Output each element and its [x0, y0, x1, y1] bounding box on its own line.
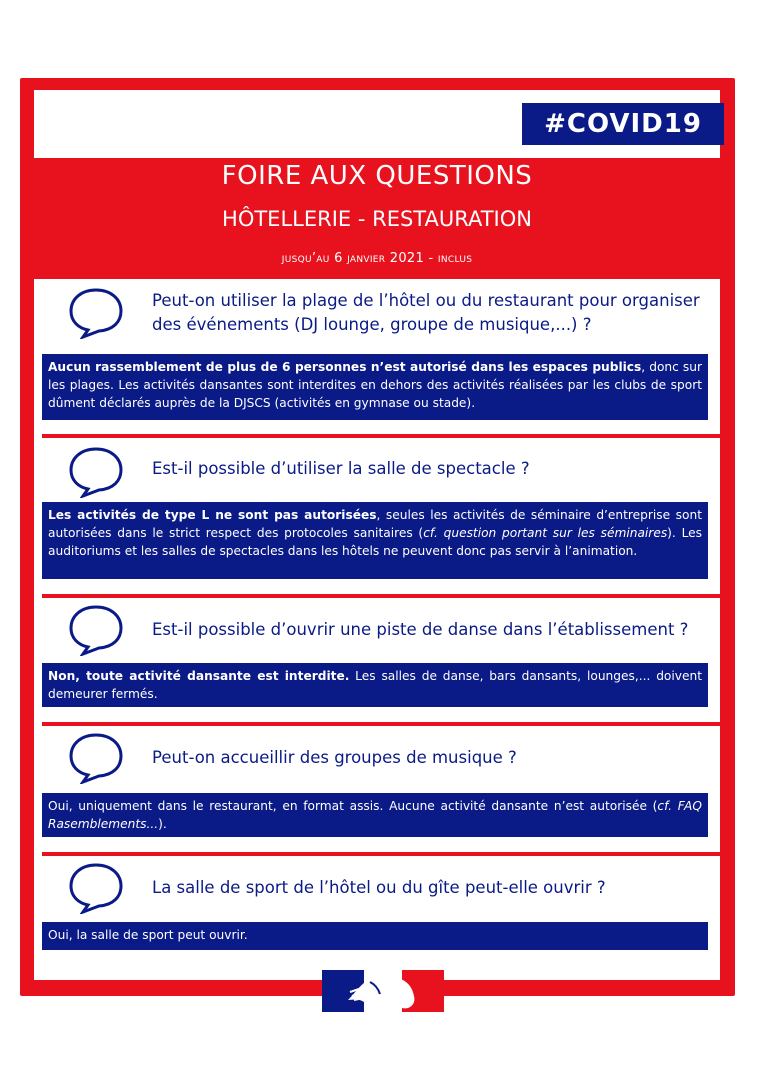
faq-answer-2-text: , seules les activités de séminaire d’entreprise sont autorisées dans le strict respect des protocoles sanitaires (	[48, 508, 702, 540]
faq-answer-4-tail: ).	[158, 817, 167, 831]
separator	[42, 852, 720, 856]
faq-answer-4-italic: cf. FAQ Rasemblements...	[48, 799, 702, 831]
faq-answer-1-text: , donc sur les plages. Les activités dansantes sont interdites en dehors des activités réalisées par les clubs de sport dûment déclarés auprès de la DJSCS (activités en gymnase ou stade).	[48, 360, 702, 410]
separator	[42, 722, 720, 726]
faq-answer-2-tail: ). Les auditoriums et les salles de spectacles dans les hôtels ne peuvent donc pas servir à l’animation.	[48, 526, 702, 558]
faq-answer-3	[42, 663, 708, 707]
separator	[42, 434, 720, 438]
faq-answer-5	[42, 922, 708, 950]
faq-answer-5-text: Oui, la salle de sport peut ouvrir.	[48, 928, 248, 942]
covid-tag: #COVID19	[522, 103, 724, 145]
faq-answer-2-italic: cf. question portant sur les séminaires	[423, 526, 668, 540]
faq-question-5: La salle de sport de l’hôtel ou du gîte peut-elle ouvrir ?	[152, 878, 606, 897]
separator	[42, 594, 720, 598]
faq-answer-3-bold: Non, toute activité dansante est interdite.	[48, 669, 350, 683]
faq-question-1: Peut-on utiliser la plage de l’hôtel ou du restaurant pour organiser des événements (DJ lounge, groupe de musique,...) ?	[152, 291, 700, 334]
speech-bubble-icon	[68, 862, 124, 914]
speech-bubble-icon	[68, 446, 124, 498]
faq-answer-2	[42, 502, 708, 579]
page-subtitle: HÔTELLERIE - RESTAURATION	[222, 207, 532, 231]
speech-bubble-icon	[68, 287, 124, 339]
faq-answer-4	[42, 793, 708, 837]
faq-answer-2-bold: Les activités de type L ne sont pas autorisées	[48, 508, 377, 522]
speech-bubble-icon	[68, 732, 124, 784]
faq-answer-1	[42, 354, 708, 420]
faq-answer-3-text: Les salles de danse, bars dansants, lounges,... doivent demeurer fermés.	[48, 669, 702, 701]
date-note: jusqu’au 6 janvier 2021 - inclus	[281, 251, 473, 266]
faq-question-2: Est-il possible d’utiliser la salle de spectacle ?	[152, 459, 530, 478]
page-title: FOIRE AUX QUESTIONS	[221, 161, 533, 191]
speech-bubble-icon	[68, 604, 124, 656]
faq-question-4: Peut-on accueillir des groupes de musique ?	[152, 748, 517, 767]
faq-question-3: Est-il possible d’ouvrir une piste de danse dans l’établissement ?	[152, 620, 689, 639]
faq-answer-4-text: Oui, uniquement dans le restaurant, en format assis. Aucune activité dansante n’est autorisée (	[48, 799, 658, 813]
faq-answer-1-bold: Aucun rassemblement de plus de 6 personnes n’est autorisé dans les espaces publics	[48, 360, 642, 374]
marianne-logo	[322, 970, 444, 1012]
